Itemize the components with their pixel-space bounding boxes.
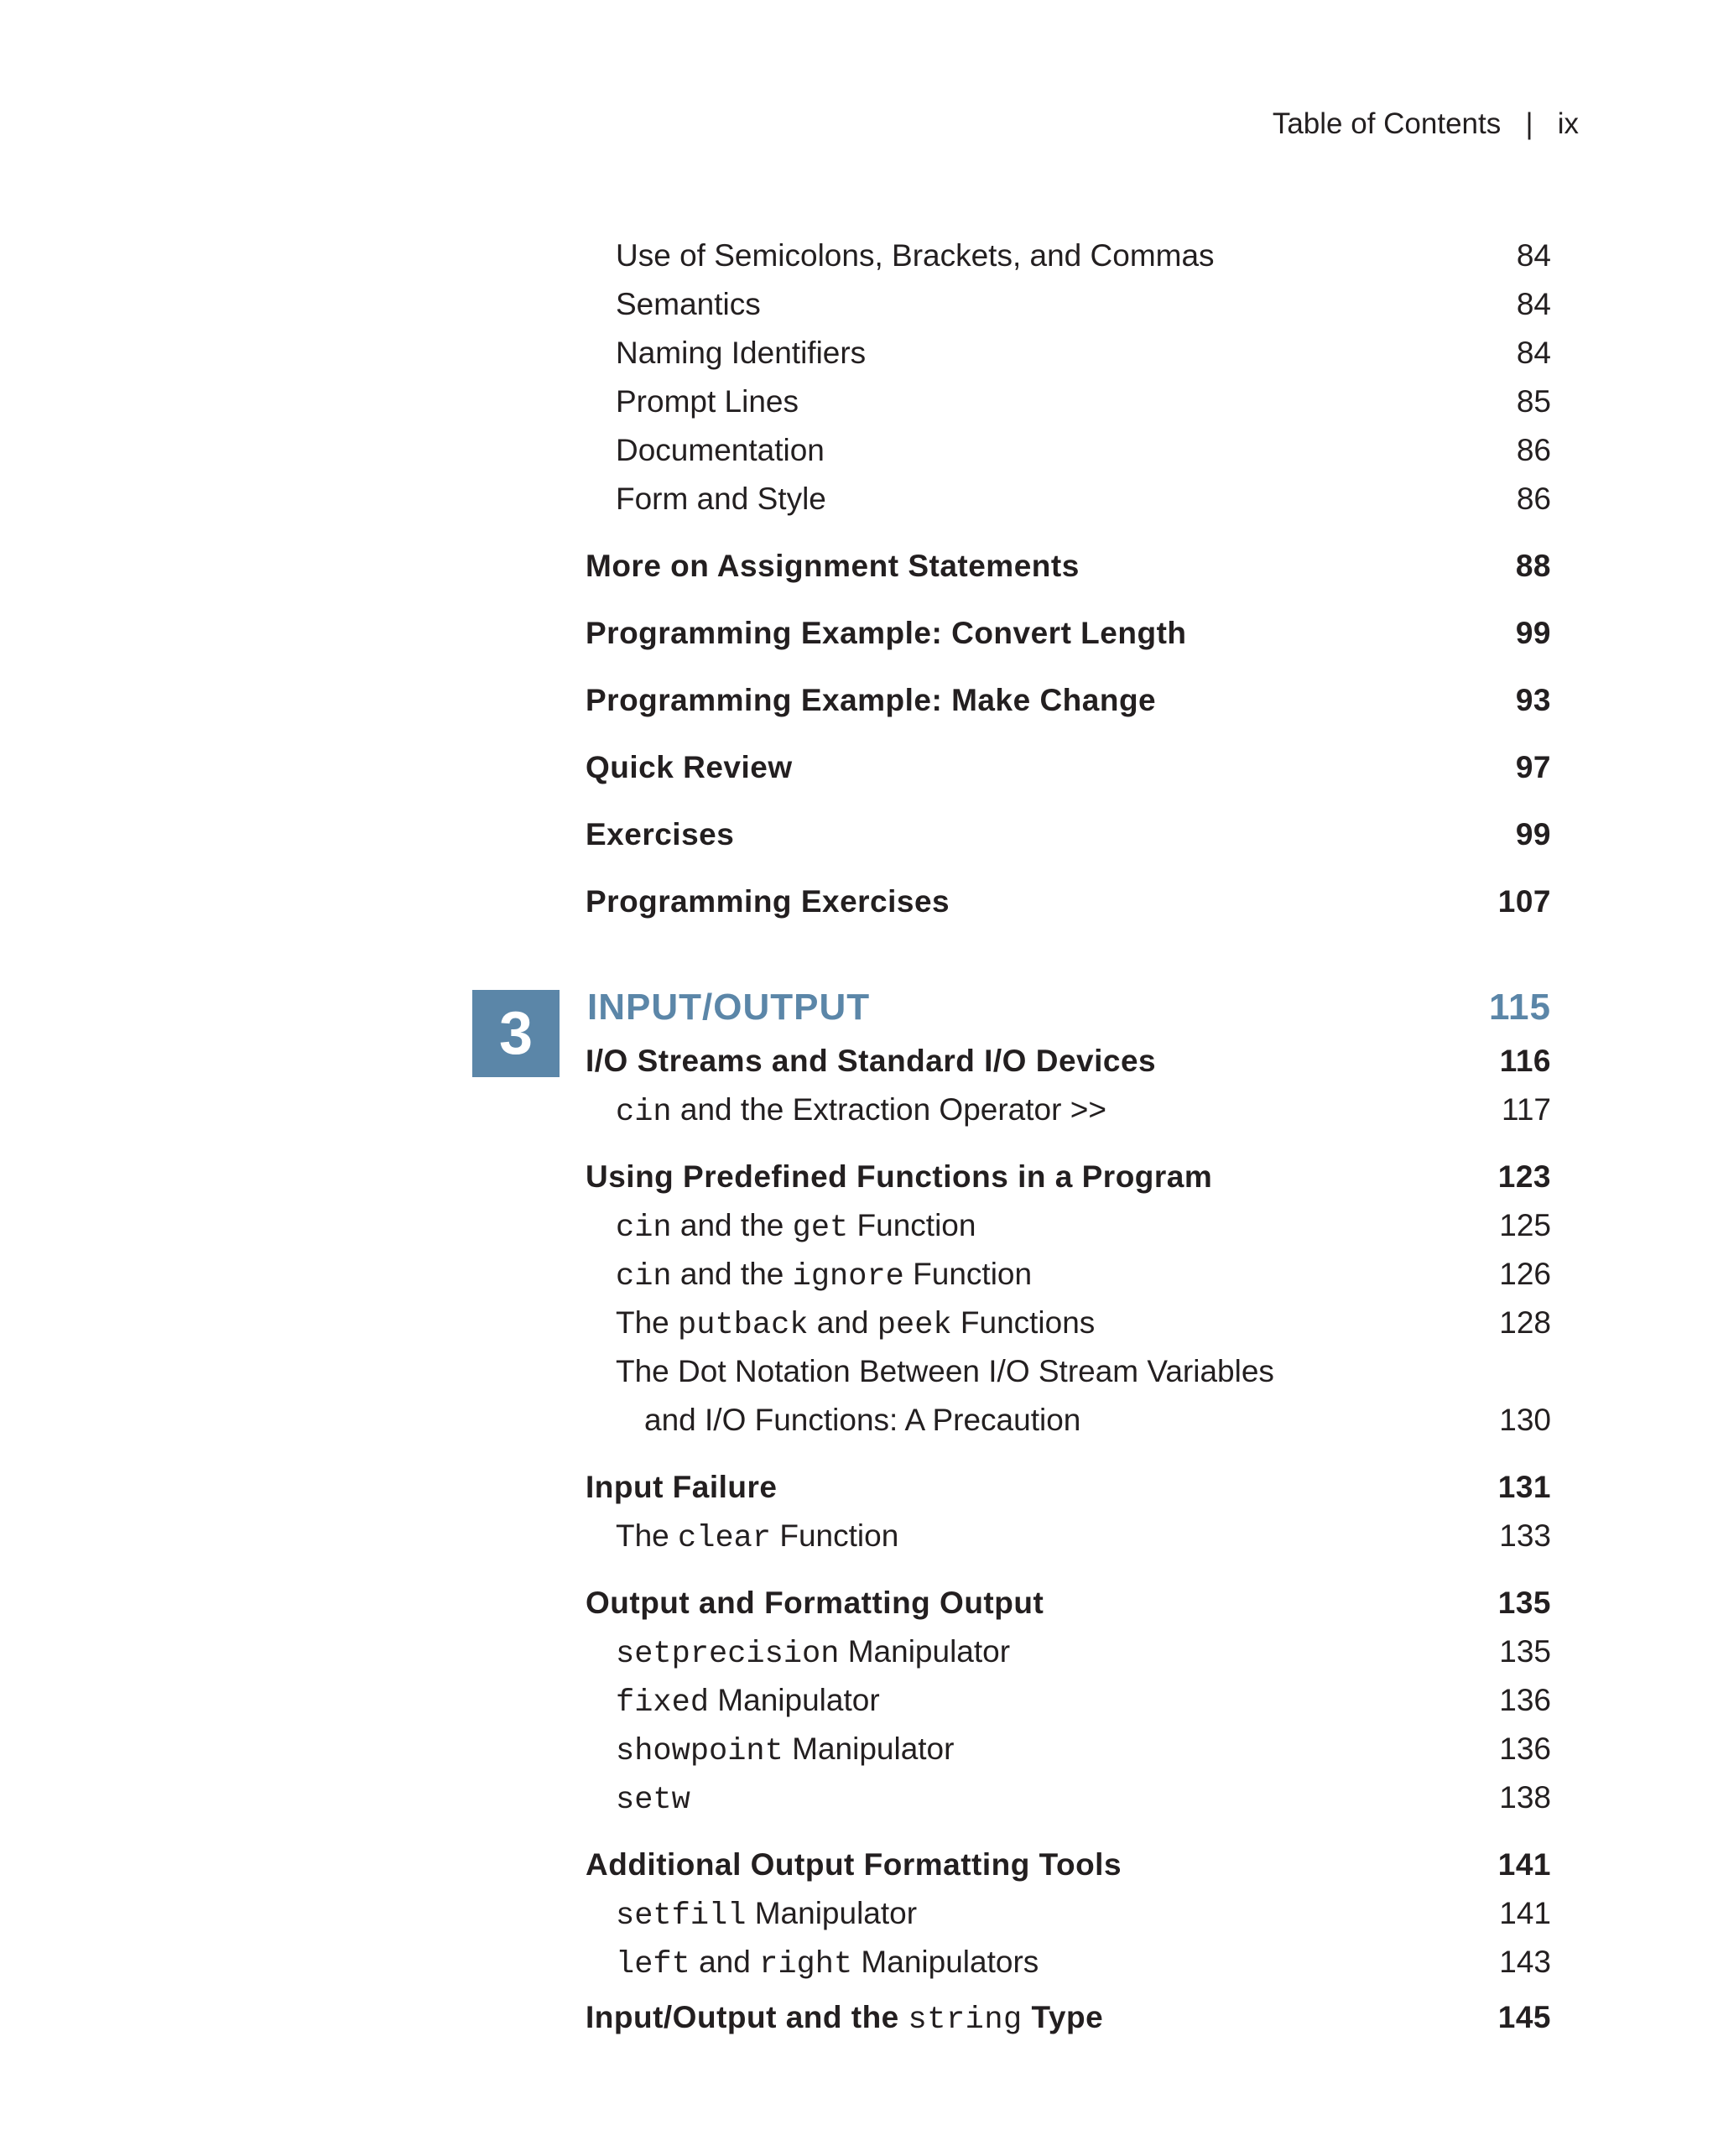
toc-section	[586, 542, 1557, 591]
toc-entry-page: 84	[1516, 336, 1551, 370]
toc-entry	[586, 1938, 1557, 1987]
chapter-number-badge: 3	[472, 990, 560, 1077]
toc-section	[586, 810, 1557, 859]
toc-section	[586, 1037, 1557, 1086]
code-term: get	[792, 1211, 849, 1246]
code-term: cin	[616, 1211, 672, 1246]
title-text: Manipulator	[709, 1683, 880, 1717]
toc-section-title	[586, 1993, 1103, 2044]
code-term: ignore	[792, 1259, 904, 1294]
toc-entry	[586, 378, 1557, 426]
toc-section-page: 99	[1515, 616, 1551, 650]
toc-entry-title	[616, 1201, 976, 1252]
code-term: cin	[616, 1095, 672, 1130]
title-text: The	[616, 1518, 679, 1553]
toc-section	[586, 1993, 1557, 2042]
code-term: left	[616, 1947, 690, 1982]
title-text: Function	[848, 1208, 976, 1242]
toc-section-page: 145	[1497, 2000, 1551, 2034]
toc-entry-page: 138	[1499, 1780, 1551, 1815]
toc-section	[586, 609, 1557, 658]
toc-section	[586, 1841, 1557, 1889]
toc-section-page: 116	[1499, 1044, 1551, 1078]
title-text: Type	[1022, 2000, 1104, 2034]
code-term: showpoint	[616, 1734, 784, 1769]
header-separator: |	[1525, 107, 1533, 140]
toc-entry-page: 130	[1499, 1403, 1551, 1437]
toc-entry-title	[616, 1086, 1106, 1137]
code-term: putback	[678, 1308, 809, 1343]
toc-entry	[586, 1889, 1557, 1938]
toc-entry-page: 125	[1499, 1208, 1551, 1242]
toc-entry-title	[616, 1250, 1032, 1301]
toc-entry	[586, 1512, 1557, 1560]
toc-section-title: Programming Example: Convert Length	[586, 616, 1187, 650]
toc-entry	[586, 475, 1557, 523]
chapter-title: INPUT/OUTPUT	[587, 987, 871, 1028]
table-of-contents	[586, 232, 1557, 2042]
toc-section-page: 97	[1515, 750, 1551, 784]
toc-section-page: 99	[1515, 817, 1551, 851]
title-text: Manipulator	[839, 1634, 1011, 1669]
toc-section	[586, 743, 1557, 792]
title-text: Manipulator	[746, 1896, 918, 1930]
toc-entry-page: 128	[1499, 1305, 1551, 1340]
toc-entry-title: Form and Style	[616, 482, 826, 516]
code-term: string	[908, 2002, 1023, 2038]
toc-section-title: Quick Review	[586, 750, 793, 784]
running-header	[1273, 107, 1579, 141]
toc-section-page: 88	[1515, 549, 1551, 583]
toc-entry	[586, 1299, 1557, 1347]
toc-section-page: 107	[1497, 884, 1551, 919]
code-term: setw	[616, 1783, 690, 1818]
toc-entry-title: and I/O Functions: A Precaution	[644, 1403, 1081, 1437]
toc-section-title: More on Assignment Statements	[586, 549, 1080, 583]
toc-entry-page: 84	[1516, 287, 1551, 321]
toc-entry-page: 85	[1516, 384, 1551, 419]
toc-entry-page: 136	[1499, 1683, 1551, 1717]
toc-section-title: Additional Output Formatting Tools	[586, 1847, 1122, 1882]
toc-entry	[586, 329, 1557, 378]
toc-section	[586, 1153, 1557, 1201]
toc-entry	[586, 280, 1557, 329]
toc-entry-page: 84	[1516, 238, 1551, 273]
toc-entry-title	[616, 1889, 917, 1940]
toc-entry-title	[616, 1938, 1039, 1989]
toc-section-title: Input Failure	[586, 1470, 778, 1504]
toc-entry-page: 133	[1499, 1518, 1551, 1553]
toc-entry-page: 136	[1499, 1732, 1551, 1766]
toc-section-page: 93	[1515, 683, 1551, 717]
title-text: Manipulators	[852, 1945, 1039, 1979]
toc-entry	[586, 1773, 1557, 1822]
toc-entry-title: Naming Identifiers	[616, 336, 867, 370]
toc-entry-title	[616, 1676, 880, 1727]
toc-entry-page: 86	[1516, 482, 1551, 516]
toc-entry-title: Semantics	[616, 287, 761, 321]
toc-entry-page: 141	[1499, 1896, 1551, 1930]
toc-entry-page: 143	[1499, 1945, 1551, 1979]
title-text: Manipulator	[783, 1732, 955, 1766]
title-text: Functions	[951, 1305, 1096, 1340]
toc-section-title: Output and Formatting Output	[586, 1586, 1044, 1620]
toc-entry-title: Documentation	[616, 433, 825, 467]
toc-entry-title	[616, 1299, 1095, 1350]
title-text: and	[808, 1305, 877, 1340]
toc-entry-page: 135	[1499, 1634, 1551, 1669]
code-term: cin	[616, 1259, 672, 1294]
code-term: setfill	[616, 1898, 747, 1934]
code-term: right	[759, 1947, 853, 1982]
toc-section-page: 131	[1497, 1470, 1551, 1504]
title-text: The	[616, 1305, 679, 1340]
title-text: and	[690, 1945, 760, 1979]
toc-entry-title: Use of Semicolons, Brackets, and Commas	[616, 238, 1215, 273]
code-term: fixed	[616, 1685, 710, 1721]
toc-entry-title	[616, 1512, 898, 1563]
title-text: Input/Output and the	[586, 2000, 908, 2034]
title-text: Function	[771, 1518, 899, 1553]
toc-entry-page: 117	[1502, 1092, 1551, 1127]
header-page-numeral: ix	[1557, 107, 1579, 140]
toc-section-title: Using Predefined Functions in a Program	[586, 1159, 1213, 1194]
toc-entry	[586, 1627, 1557, 1676]
toc-section-page: 141	[1497, 1847, 1551, 1882]
toc-entry	[586, 426, 1557, 475]
toc-entry	[586, 1086, 1557, 1134]
toc-section	[586, 676, 1557, 725]
toc-entry-title: Prompt Lines	[616, 384, 799, 419]
header-section-title: Table of Contents	[1272, 107, 1502, 140]
toc-entry-title	[616, 1773, 690, 1825]
chapter-heading	[586, 978, 1557, 1037]
title-text: Function	[903, 1257, 1033, 1291]
toc-entry	[586, 1347, 1557, 1396]
toc-entry	[586, 232, 1557, 280]
toc-entry-page: 86	[1516, 433, 1551, 467]
code-term: peek	[877, 1308, 952, 1343]
code-term: clear	[678, 1521, 772, 1556]
toc-section-page: 135	[1497, 1586, 1551, 1620]
code-term: setprecision	[616, 1637, 840, 1672]
toc-section-page: 123	[1497, 1159, 1551, 1194]
toc-entry-title: The Dot Notation Between I/O Stream Variables	[616, 1354, 1274, 1388]
toc-section-title: Exercises	[586, 817, 735, 851]
toc-entry	[586, 1201, 1557, 1250]
toc-section	[586, 1579, 1557, 1627]
toc-section-title: Programming Exercises	[586, 884, 950, 919]
toc-entry-title	[616, 1627, 1010, 1679]
toc-entry	[586, 1725, 1557, 1773]
toc-entry-page: 126	[1499, 1257, 1551, 1291]
chapter-page: 115	[1489, 987, 1551, 1028]
toc-section-title: Programming Example: Make Change	[586, 683, 1157, 717]
toc-entry-continued	[586, 1396, 1557, 1445]
toc-entry	[586, 1676, 1557, 1725]
title-text: and the Extraction Operator >>	[671, 1092, 1106, 1127]
title-text: and the	[671, 1208, 793, 1242]
toc-section	[586, 878, 1557, 926]
title-text: and the	[671, 1257, 793, 1291]
toc-entry	[586, 1250, 1557, 1299]
toc-section-title: I/O Streams and Standard I/O Devices	[586, 1044, 1157, 1078]
toc-section	[586, 1463, 1557, 1512]
toc-entry-title	[616, 1725, 954, 1776]
